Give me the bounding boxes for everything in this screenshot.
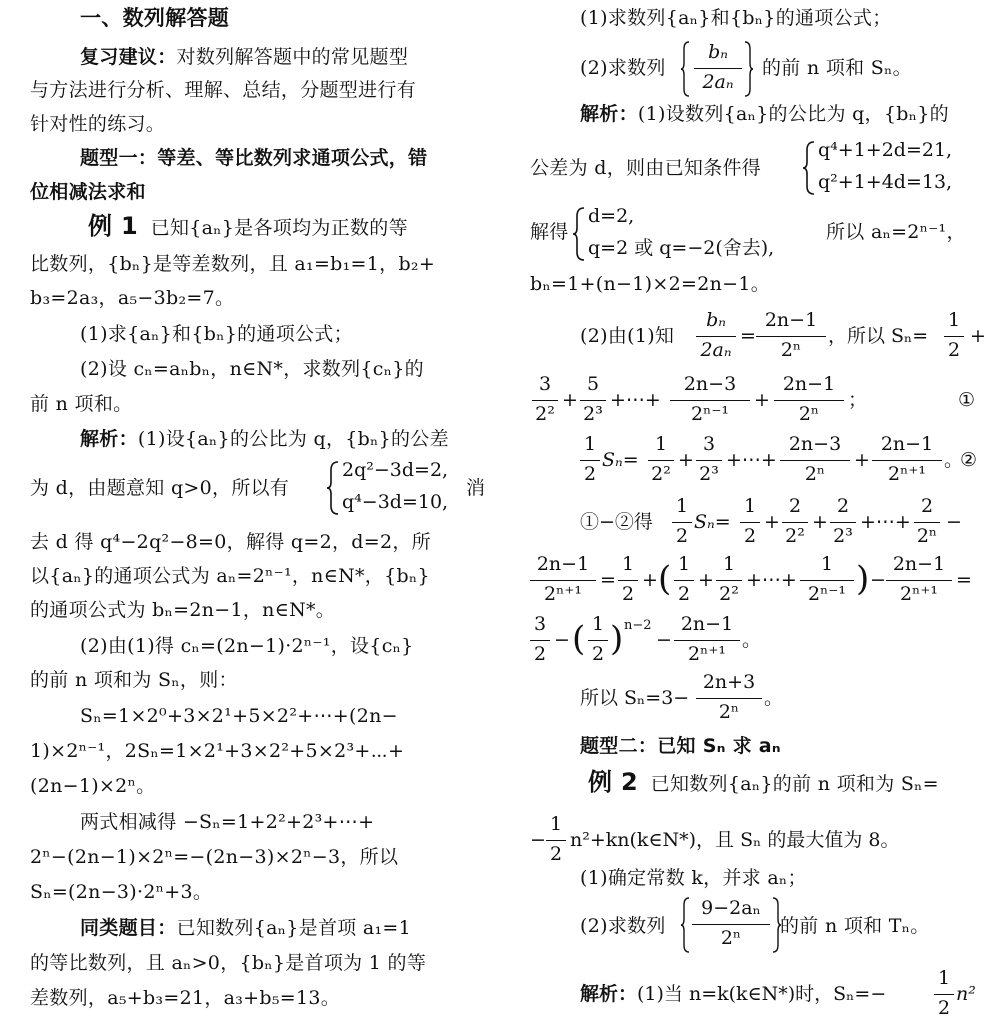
left-brace-icon [680,896,690,954]
review-line-3: 针对性的练习。 [30,113,166,135]
system-1-eq-2: q⁴−3d=10, [342,491,449,513]
sol-line-a: 解析：(1)设数列{aₙ}的公比为 q，{bₙ}的 [580,103,949,125]
similar-line-3: 差数列，a₅+b₃=21，a₃+b₅=13。 [30,987,341,1009]
equals-sign: = [740,325,756,347]
type1-title-line-1: 题型一：等差、等比数列求通项公式，错 [80,147,428,169]
circle-1-label: ① [958,389,976,411]
frac-2n-1: 2n−1 [764,309,818,331]
fraction-bar [696,336,736,337]
sol-line-b: 公差为 d，则由已知条件得 [530,157,762,179]
sol-e-post: ，所以 Sₙ= [828,325,929,347]
system-3-eq-1: d=2, [588,205,635,227]
sol1-line-5: 的通项公式为 bₙ=2n−1，n∈N*。 [30,599,336,621]
system-2-eq-2: q²+1+4d=13, [818,171,953,193]
analysis-label-2: 解析： [580,103,638,125]
analysis-label: 解析： [80,428,138,450]
sol1-line-10: (2n−1)×2ⁿ。 [30,775,156,797]
sol-line-e: (2)由(1)知 [580,325,675,347]
ex1-question-1: (1)求{aₙ}和{bₙ}的通项公式； [80,323,353,345]
fraction-bar [692,924,770,925]
difference-label: ①−②得 [580,511,653,533]
sol1-line-6: (2)由(1)得 cₙ=(2n−1)·2ⁿ⁻¹，设{cₙ} [80,635,414,657]
ex1-line-2: 比数列，{bₙ}是等差数列，且 a₁=b₁=1，b₂+ [30,253,436,275]
system-3-eq-2: q=2 或 q=−2(舍去), [588,237,775,259]
frac-bn: bₙ [706,309,726,331]
type1-title-line-2: 位相减法求和 [30,181,146,203]
sol1-line-2-end: 消 [466,477,486,499]
page: 一、数列解答题 复习建议：对数列解答题中的常见题型 与方法进行分析、理解、总结，分题型进行有 针对性的练习。 题型一：等差、等比数列求通项公式，错 位相减法求和 例 1 已知{aₙ}是各项均为正数的等 比数列，{bₙ}是等差数列，且 a₁=b₁=1，b₂+ b₃=2a₃，a₅−3b₂=7。 (1)求{aₙ}和{bₙ}的通项公式； (2)设 cₙ=aₙbₙ，n∈N*，求数列{cₙ}的 前 n 项和。 解析：(1)设{aₙ}的公比为 q，{bₙ}的公差 为 d，由题意知 q>0，所以有 2q²−3d=2, q⁴−3d=10, 消 去 d 得 q⁴−2q²−8=0，解得 q=2，d=2，所 以{aₙ}的通项公式为 aₙ=2ⁿ⁻¹，n∈N*，{bₙ} 的通项公式为 bₙ=2n−1，n∈N*。 (2)由(1)得 cₙ=(2n−1)·2ⁿ⁻¹，设{cₙ} 的前 n 项和为 Sₙ，则： Sₙ=1×2⁰+3×2¹+5×2²+⋯+(2n− 1)×2ⁿ⁻¹，2Sₙ=1×2¹+3×2²+5×2³+⋯+ (2n−1)×2ⁿ。 两式相减得 −Sₙ=1+2²+2³+⋯+ 2ⁿ−(2n−1)×2ⁿ=−(2n−3)×2ⁿ−3，所以 Sₙ=(2n−3)·2ⁿ+3。 同类题目：已知数列{aₙ}是首项 a₁=1 的等比数列，且 aₙ>0，{bₙ}是首项为 1 的等 差数列，a₅+b₃=21，a₃+b₅=13。 (1)求数列{aₙ}和{bₙ}的通项公式； (2)求数列 bₙ 2aₙ 的前 n 项和 Sₙ。 解析：(1)设数列{aₙ}的公比为 q，{bₙ}的 公差为 d，则由已知条件得 q⁴+1+2d=21, q²+1+4d=13, 解得 d=2, q=2 或 q=−2(舍去), 所以 aₙ=2ⁿ⁻¹， bₙ=1+(n−1)×2=2n−1。 (2)由(1)知 bₙ 2aₙ = 2n−1 2ⁿ ，所以 Sₙ= 1 2 + 3 2² + 5 2³ +⋯+ 2n−3 2ⁿ⁻¹ + 2n−1 2ⁿ ； ① 1 2 Sₙ= 1 2² + 3 2³ +⋯+ 2n−3 2ⁿ + 2n−1 2ⁿ⁺¹ 。 ② ①−②得 1 2 Sₙ= 1 2 + 2 2² + 2 2³ +⋯+ 2 2ⁿ − 2n−1 2ⁿ⁺¹ = 1 2 + ( 1 2 + 1 2² +⋯+ 1 2ⁿ⁻¹ ) − 2n−1 2ⁿ⁺¹ = 3 2 − ( 1 2 ) n−2 − 2n−1 2ⁿ⁺¹ 。 所以 Sₙ=3− 2n+3 2ⁿ 。 题型二：已知 Sₙ 求 aₙ 例 2 已知数列{aₙ}的前 n 项和为 Sₙ= − 1 2 n²+kn(k∈N*)，且 Sₙ 的最大值为 8。 (1)确定常数 k，并求 aₙ； (2)求数列 9−2aₙ 2ⁿ 的前 n 项和 Tₙ。 解析：(1)当 n=k(k∈N*)时，Sₙ=− 1 2 n² [30,6,986,1019]
ex2-question-1: (1)确定常数 k，并求 aₙ； [580,867,807,889]
left-brace-icon [680,40,690,98]
brace-icon [802,140,816,196]
sol1-line-11: 两式相减得 −Sₙ=1+2²+2³+⋯+ [80,811,375,833]
sol-line-d: bₙ=1+(n−1)×2=2n−1。 [530,273,771,295]
sol1-line-1: 解析：(1)设{aₙ}的公比为 q，{bₙ}的公差 [80,428,449,450]
brace-icon [572,206,586,262]
ex2-line-1: 例 2 已知数列{aₙ}的前 n 项和为 Sₙ= [588,768,939,796]
sol1-line-3: 去 d 得 q⁴−2q²−8=0，解得 q=2，d=2，所 [30,531,431,553]
q2-frac-den: 2aₙ [702,71,734,93]
section-title: 一、数列解答题 [80,6,230,30]
frac-2an: 2aₙ [700,339,732,361]
system-2-eq-1: q⁴+1+2d=21, [818,139,953,161]
sol1-line-12: 2ⁿ−(2n−1)×2ⁿ=−(2n−3)×2ⁿ−3，所以 [30,846,399,868]
q2-line: (2)求数列 [580,57,666,79]
sol1-line-2: 为 d，由题意知 q>0，所以有 [30,477,290,499]
ex2-question-2-end: 的前 n 项和 Tₙ。 [780,915,930,937]
ex2-label: 例 2 [588,768,638,796]
fraction-bar [756,336,826,337]
ex1-question-2-line-1: (2)设 cₙ=aₙbₙ，n∈N*，求数列{cₙ}的 [80,358,424,380]
circle-2-label: ② [960,449,978,471]
ex1-label: 例 1 [88,212,138,240]
sol-line-c-pre: 解得 [530,221,569,243]
sol1-line-8: Sₙ=1×2⁰+3×2¹+5×2²+⋯+(2n− [80,705,398,727]
review-line-1: 复习建议：对数列解答题中的常见题型 [80,46,409,68]
brace-icon [326,460,340,516]
ex1-line-3: b₃=2a₃，a₅−3b₂=7。 [30,287,235,309]
q2-frac-num: bₙ [708,41,728,63]
sol1-line-7: 的前 n 项和为 Sₙ，则： [30,669,238,691]
frac-2n: 2ⁿ [780,339,802,361]
ex2-question-2: (2)求数列 [580,915,666,937]
final-line: 所以 Sₙ=3− [580,687,690,709]
q2-line-end: 的前 n 项和 Sₙ。 [762,57,912,79]
sol1-line-9: 1)×2ⁿ⁻¹，2Sₙ=1×2¹+3×2²+5×2³+⋯+ [30,740,405,762]
sol1-line-4: 以{aₙ}的通项公式为 aₙ=2ⁿ⁻¹，n∈N*，{bₙ} [30,565,430,587]
sol-line-c-post: 所以 aₙ=2ⁿ⁻¹， [826,221,966,243]
system-1-eq-1: 2q²−3d=2, [342,459,449,481]
sol1-line-13: Sₙ=(2n−3)·2ⁿ+3。 [30,881,213,903]
similar-label: 同类题目： [80,917,177,939]
fraction-bar [694,68,742,69]
type2-title: 题型二：已知 Sₙ 求 aₙ [580,735,781,757]
review-label: 复习建议： [80,46,177,68]
review-line-2: 与方法进行分析、理解、总结，分题型进行有 [30,79,417,101]
ex2-frac-num: 9−2aₙ [701,897,761,919]
similar-line-1: 同类题目：已知数列{aₙ}是首项 a₁=1 [80,917,412,939]
analysis-label-3: 解析： [580,983,638,1005]
ex1-line-1: 例 1 已知{aₙ}是各项均为正数的等 [88,212,408,240]
right-brace-icon [744,40,754,98]
ex1-question-2-line-2: 前 n 项和。 [30,393,133,415]
similar-line-2: 的等比数列，且 aₙ>0，{bₙ}是首项为 1 的等 [30,952,427,974]
ex2-frac-den: 2ⁿ [720,927,742,949]
q1-line: (1)求数列{aₙ}和{bₙ}的通项公式； [580,7,892,29]
